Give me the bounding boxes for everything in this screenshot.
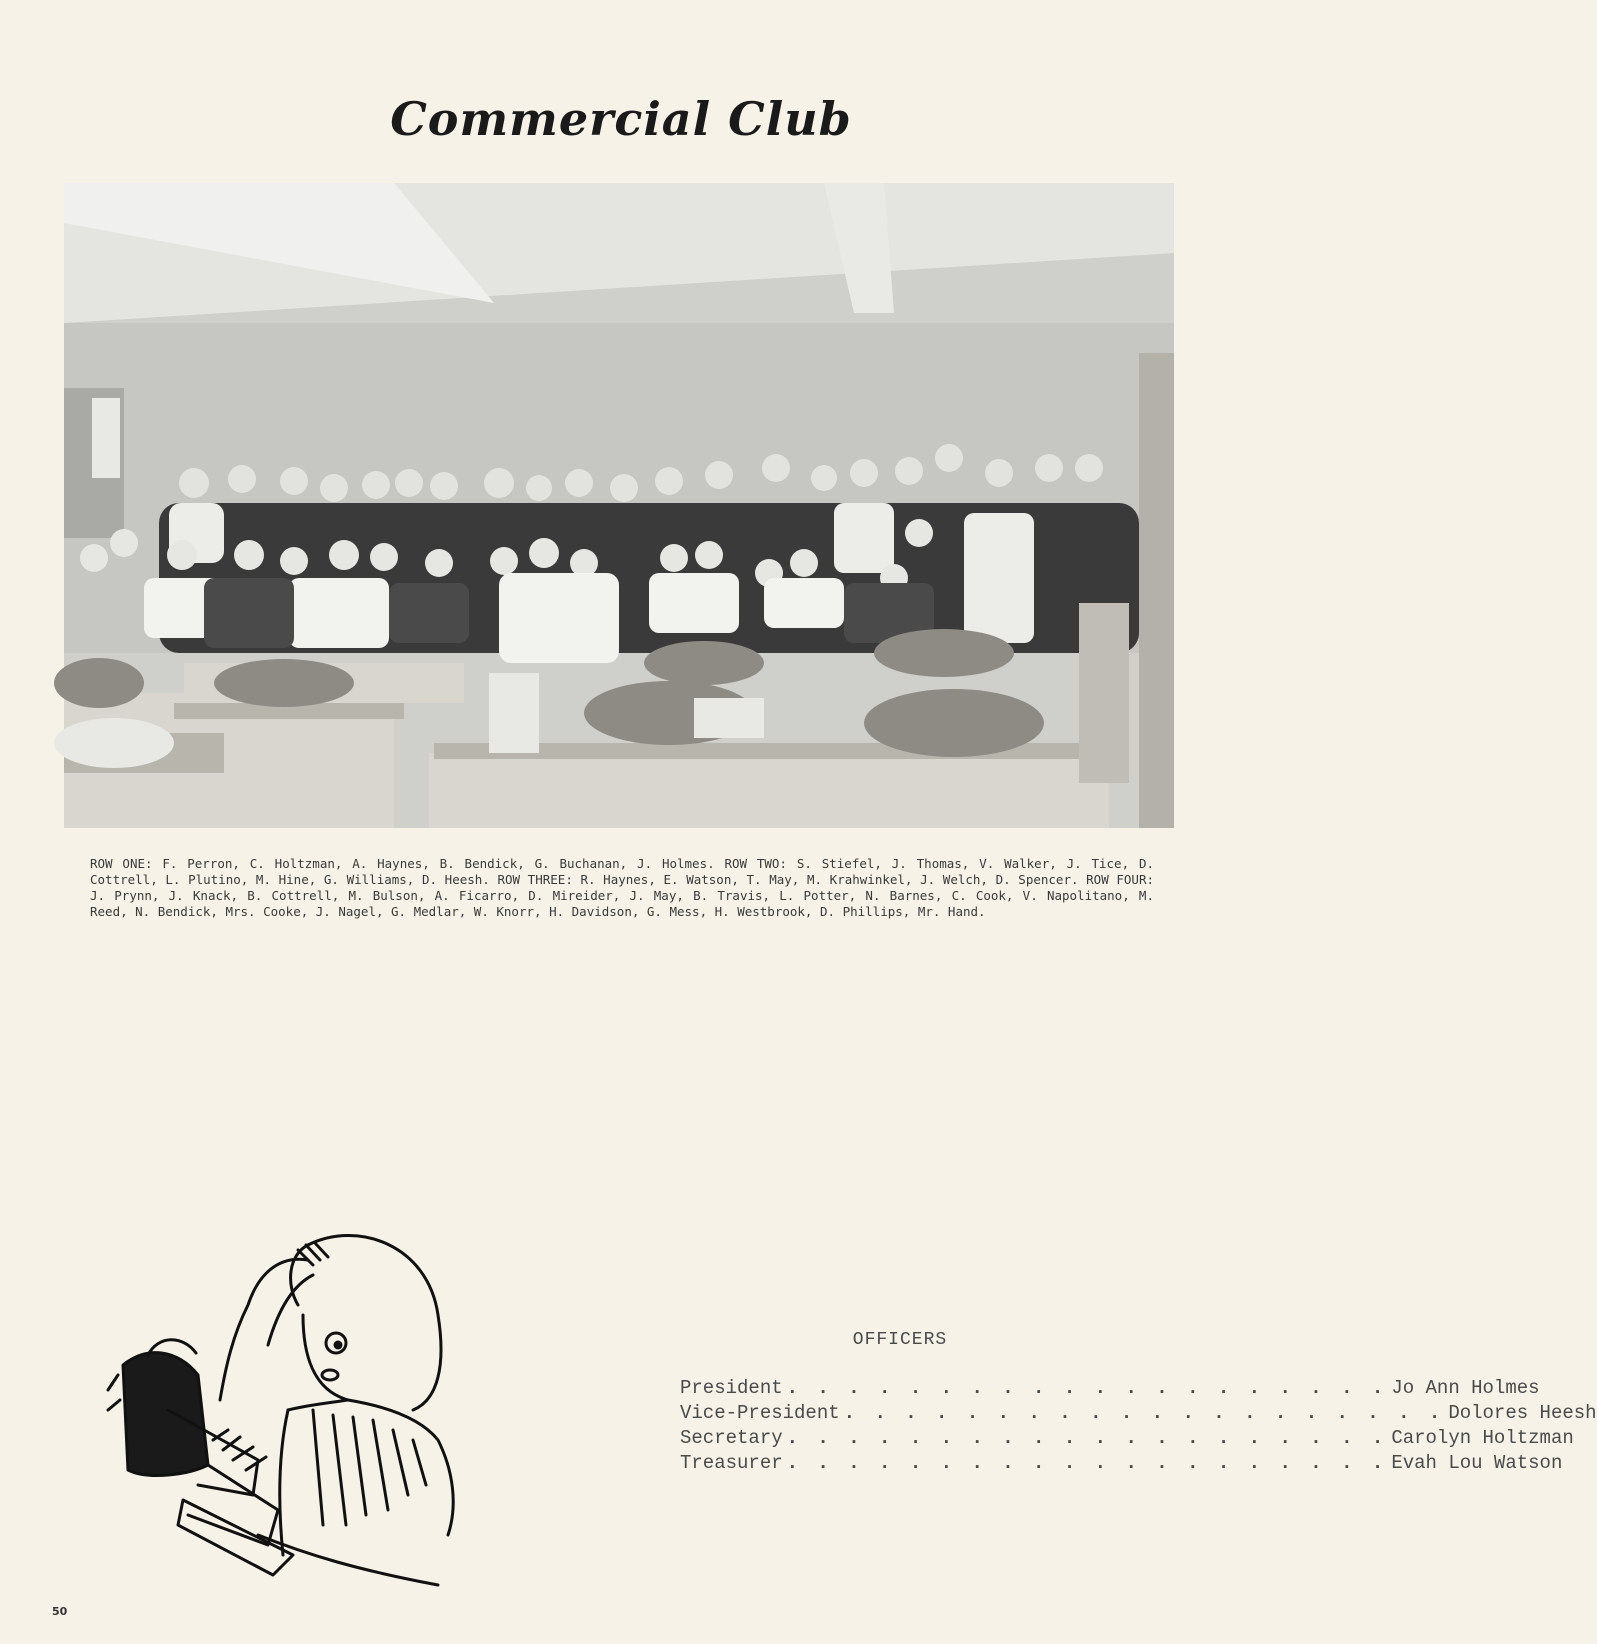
page-number: 50 [52,1605,68,1618]
typist-cartoon [108,1225,488,1595]
officers-heading: OFFICERS [852,1330,948,1350]
officer-row [680,1401,1597,1426]
officer-name: Evah Lou Watson [1391,1452,1563,1474]
officer-row [680,1451,1563,1476]
page-title: Commercial Club [390,92,852,146]
officer-role: President [680,1377,783,1399]
officer-row [680,1376,1540,1401]
officer-name: Jo Ann Holmes [1391,1377,1540,1399]
officer-row [680,1426,1574,1451]
leader-dots: . . . . . . . . . . . . . . . . . . . . [786,1377,1388,1399]
officer-role: Secretary [680,1427,783,1449]
leader-dots: . . . . . . . . . . . . . . . . . . . . [786,1427,1388,1449]
officer-role: Vice-President [680,1402,840,1424]
leader-dots: . . . . . . . . . . . . . . . . . . . . [843,1402,1445,1424]
club-group-photo [64,183,1174,828]
leader-dots: . . . . . . . . . . . . . . . . . . . . [786,1452,1388,1474]
officers-section [680,1330,1597,1476]
officer-name: Carolyn Holtzman [1391,1427,1574,1449]
photo-caption: ROW ONE: F. Perron, C. Holtzman, A. Haynes, B. Bendick, G. Buchanan, J. Holmes. ROW TWO: S. Stiefel, J. Thomas, V. Walker, J. Tice, D. Cottrell, L. Plutino, M. Hine, G. Williams, D. Heesh. ROW THREE: R. Haynes, E. Watson, T. May, M. Krahwinkel, J. Welch, D. Spencer. ROW FOUR: J. Prynn, J. Knack, B. Cottrell, M. Bulson, A. Ficarro, D. Mireider, J. May, B. Travis, L. Potter, N. Barnes, C. Cook, V. Napolitano, M. Reed, N. Bendick, Mrs. Cooke, J. Nagel, G. Medlar, W. Knorr, H. Davidson, G. Mess, H. Westbrook, D. Phillips, Mr. Hand. [90,856,1154,919]
officer-role: Treasurer [680,1452,783,1474]
officer-name: Dolores Heesh [1448,1402,1597,1424]
